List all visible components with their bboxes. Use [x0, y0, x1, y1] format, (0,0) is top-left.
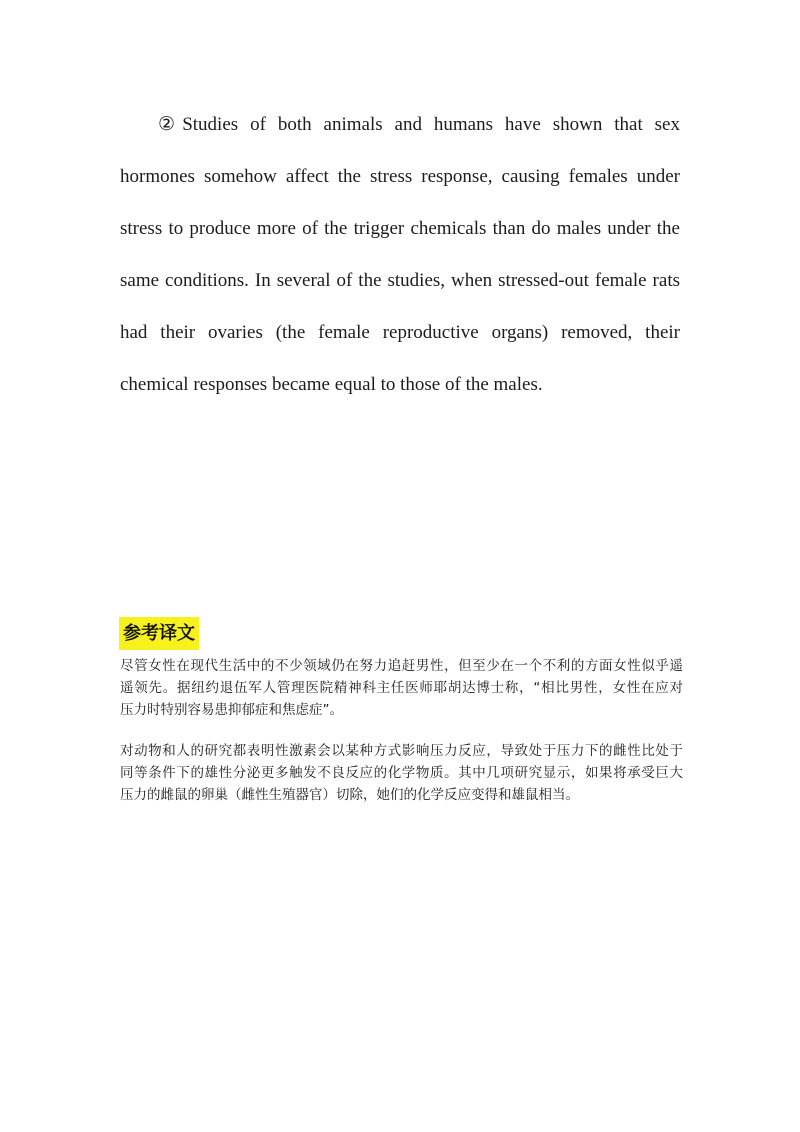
translation-line: 对动物和人的研究都表明性激素会以某种方式影响压力反应，导致处于压力下的雌性比处于 [120, 743, 683, 759]
english-paragraph [120, 104, 680, 416]
english-line: ②Studies of both animals and humans have shown that sex [158, 114, 680, 135]
translation-line: 压力的雌鼠的卵巢（雌性生殖器官）切除，她们的化学反应变得和雄鼠相当。 [120, 787, 579, 803]
translation-line: 尽管女性在现代生活中的不少领域仍在努力追赶男性，但至少在一个不利的方面女性似乎遥 [120, 658, 683, 674]
english-line: stress to produce more of the trigger chemicals than do males under the [120, 218, 680, 239]
translation-heading: 参考译文 [119, 617, 199, 650]
translation-line: 遥领先。据纽约退伍军人管理医院精神科主任医师耶胡达博士称，“相比男性，女性在应对 [120, 680, 683, 696]
english-line: same conditions. In several of the studies, when stressed-out female rats [120, 270, 680, 291]
translation-paragraph-2 [120, 740, 683, 806]
english-line: hormones somehow affect the stress response, causing females under [120, 166, 680, 187]
english-line: chemical responses became equal to those of the males. [120, 374, 543, 395]
english-line: had their ovaries (the female reproductive organs) removed, their [120, 322, 680, 343]
translation-line: 同等条件下的雄性分泌更多触发不良反应的化学物质。其中几项研究显示，如果将承受巨大 [120, 765, 683, 781]
translation-line: 压力时特别容易患抑郁症和焦虑症”。 [120, 702, 343, 718]
translation-paragraph-1 [120, 655, 683, 721]
